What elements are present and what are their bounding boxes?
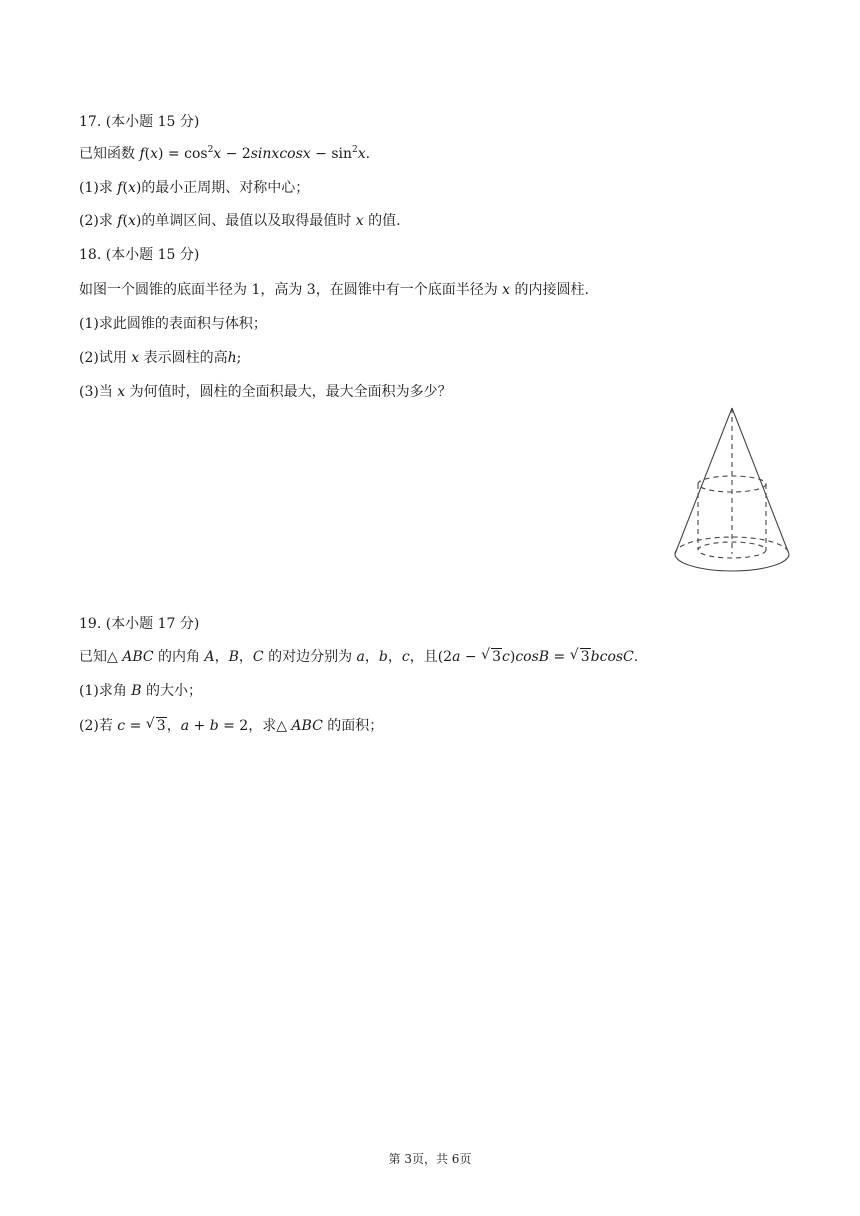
q19-header: 19. (本小题 17 分): [79, 616, 200, 632]
q18-part3: (3)当 x 为何值时，圆柱的全面积最大，最大全面积为多少？: [79, 384, 452, 400]
q18-header: 18. (本小题 15 分): [79, 247, 200, 263]
cone-left-edge: [675, 408, 732, 554]
q19-stem: 已知△ ABC 的内角 A，B，C 的对边分别为 a，b，c，且(2a − √ 3c)cosB = √ 3bcosC.: [79, 648, 638, 666]
cone-base-front: [675, 554, 789, 571]
q19-part2: (2)若 c = √ 3，a + b = 2，求△ ABC 的面积；: [79, 717, 383, 735]
page-footer: 第 3页，共 6页: [388, 1152, 472, 1166]
q17-header: 17. (本小题 15 分): [79, 114, 200, 130]
q18-part2: (2)试用 x 表示圆柱的高h;: [79, 350, 242, 366]
q17-stem: 已知函数 $f(x) = \cos^2x$ − 2sinxcosx − $\sin^2x$.: [79, 145, 371, 162]
q17-function-formula: f: [139, 146, 145, 162]
q19-part1: (1)求角 B 的大小；: [79, 683, 203, 699]
q18-part1: (1)求此圆锥的表面积与体积；: [79, 316, 267, 332]
q18-stem: 如图一个圆锥的底面半径为 1，高为 3，在圆锥中有一个底面半径为 x 的内接圆柱.: [79, 282, 589, 298]
q17-part2: (2)求 f(x)的单调区间、最值以及取得最值时 x 的值.: [79, 213, 401, 229]
cone-cylinder-figure: [670, 404, 794, 576]
q17-part1: (1)求 f(x)的最小正周期、对称中心；: [79, 180, 310, 196]
cone-right-edge: [732, 408, 789, 554]
